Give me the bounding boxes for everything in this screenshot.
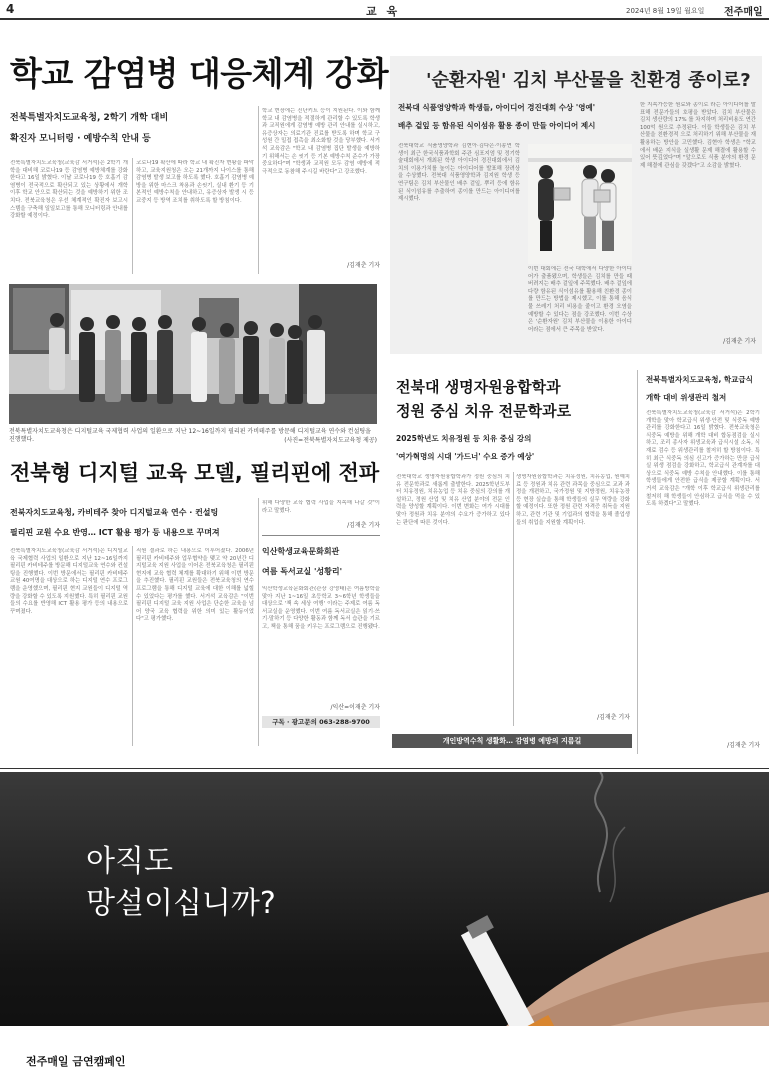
article3-col3: 위해 다양한 교육 협력 사업을 지속해 나갈 것"이라고 말했다.: [262, 500, 380, 514]
article5-subtitle-1: 2025학년도 치유정원 등 치유 중심 강의: [396, 434, 532, 443]
article5-title-2: 정원 중심 치유 전문학과로: [396, 402, 572, 420]
article2-col1: 전북대학교 식품영양학과 김현아·김다은·이송연 학생이 최근 한국식품과학회 주관 심포지엄 및 정기학술대회에서 개최된 학생 아이디어 경진대회에서 김치의 이용가치를 높이는 아이디어를 발표해 장려상을 수상했다. 전북대 식품영양학과 김지원 학생 등 연구팀은 김치 부산물인 배추 겉잎, 뿌리 등에 함유된 식이섬유를 추출하여 종이를 만드는 아이디어를 제시했다.: [398, 143, 520, 203]
group-photo-icon: [9, 284, 377, 424]
group-photo-credit: (사진=전북특별자치도교육청 제공): [284, 437, 377, 444]
paper-name: 전주매일: [724, 7, 763, 18]
campaign-label: 전주매일 금연캠페인: [26, 1055, 126, 1068]
article2-title: '순환자원' 김치 부산물을 친환경 종이로?: [426, 70, 751, 91]
column-divider: [637, 370, 638, 754]
article5-col2: 생명자원융합학과는 치유정원, 치유농업, 원예치료 등 정원과 치유 관련 과목을 중심으로 교과 과정을 개편하고, 국가정원 및 지방정원, 치유농장 등 현장 실습을 통해 학생들의 실무 역량을 강화할 예정이다. 또한 정원 관련 자격증 취득을 지원하고, 관련 기관 및 기업과의 협력을 통해 졸업생들의 취업을 지원할 계획이다.: [516, 474, 630, 526]
article1-col1: 전북특별자치도교육청(교육감 서거석)은 2학기 개학을 대비해 코로나19 등 감염병 예방체계를 강화한다고 16일 밝혔다. 이날 코로나19 등 호흡기 감염병이 전국적으로 확산되고 있는 상황에서 개학 이후 학교 안으로 확산되는 것을 예방하기 위한 조치다. 전북교육청은 우선 체계적인 확진자 보고시스템을 구축해 일일보고를 통해 모니터링과 안내를 강화할 예정이다.: [10, 160, 128, 220]
article1-col2: 코로나19 확산에 따라 학교 내 확진자 현황을 파악하고, 교육지원청은 오는 21개까지 나이스를 통해 감염병 발생 보고를 하도록 했다. 호흡기 감염병 예방을 위한 마스크 착용과 손씻기, 실내 환기 등 기본적인 예방수칙을 안내하고, 유증상자 발생 시 등교중지 등 방역 조치를 취하도록 할 방침이다.: [136, 160, 254, 204]
article4-byline: /익산=이재춘 기자: [330, 704, 380, 711]
article3-col1: 전북특별자치도교육청(교육감 서거석)은 디지털교육 국제협력 사업의 일환으로 지난 12~16일까지 필리핀 카비테주를 방문해 디지털교육 연수와 컨설팅을 진행했다. 이번 방문에서는 필리핀 카비테주 교원 40여명을 대상으로 하는 디지털 연수 프로그램을 운영했으며, 필리핀 현지 교원들이 디지털 역량을 강화할 수 있도록 지원했다. 특히 필리핀 교원들의 수요를 반영해 ICT 활용 평가 등의 내용으로 꾸며졌다.: [10, 548, 128, 615]
article3-subtitle-1: 전북자치도교육청, 카비테주 찾아 디지털교육 연수 · 컨설팅: [10, 508, 219, 517]
campaign-banner: 개인방역수칙 생활화… 감염병 예방의 지름길: [392, 734, 632, 748]
article5-byline: /김재춘 기자: [597, 714, 630, 721]
article5-col1: 전북대학교 생명자원융합학과가 정원 중심의 치유 전문학과로 새롭게 출발한다. 2025학년도부터 치유정원, 치유농업 등 치유 중심의 강의를 개설하고, 정원 산업 및 치유 산업 분야의 전문 인력을 양성할 계획이다. 이번 변화는 여가 시대를 맞아 정원과 치유 분야의 수요가 증가하고 있다는 판단에 따른 것이다.: [396, 474, 510, 526]
page-number: 4: [6, 2, 15, 16]
ad-headline-1: 아직도: [86, 844, 173, 879]
column-divider: [258, 498, 259, 746]
article5-title-1: 전북대 생명자원융합학과: [396, 378, 561, 396]
ad-divider: [0, 768, 769, 769]
ad-headline-2: 망설이십니까?: [86, 886, 276, 921]
article3-title: 전북형 디지털 교육 모델, 필리핀에 전파: [10, 461, 380, 485]
article3-byline: /김재춘 기자: [347, 522, 380, 529]
article3-col2: 직원 결과로 하는 내용으로 이루어졌다. 2006년 필리핀 카비테주와 업무협약을 맺고 약 20년간 디지털교육 지원 사업을 이어온 전북교육청은 필리핀 현지에 교육 협력 체계를 확대하기 위해 이번 방문을 추진했다. 필리핀 교원들은 전북교육청의 연수 프로그램을 통해 디지털 교육에 대한 이해를 넓힐 수 있었다는 평가를 했다. 서거석 교육감은 "이번 필리핀 디지털 교육 지원 사업은 단순한 교육을 넘어 양국 교육 협력을 위한 의미 있는 활동이었다"고 평가했다.: [136, 548, 254, 623]
column-divider: [132, 546, 133, 746]
article6-body: 전북특별자치도교육청(교육감 서거석)은 2학기 개학을 맞아 학교급식 위생·안전 및 식중독 예방관리를 강화한다고 16일 밝혔다. 전북교육청은 식중독 예방을 위해 개학 대비 합동점검을 실시하고, 조리 종사자 위생교육과 급식시설 소독, 식재료 검수 등 위생관리를 철저히 할 방침이다. 특히 최근 식중독 의심 신고가 증가하는 만큼 급식실 위생 점검을 강화하고, 학교급식 관계자를 대상으로 식중독 예방 수칙을 안내했다. 이를 통해 학생들에게 안전한 급식을 제공할 계획이다. 서거석 교육감은 "개학 이후 학교급식 위생관리를 철저히 해 학생들이 안심하고 급식을 먹을 수 있도록 하겠다"고 말했다.: [646, 410, 760, 508]
article2-byline: /김재춘 기자: [723, 338, 756, 345]
article4-subtitle: 여름 독서교실 '성황리': [262, 567, 343, 576]
article2-col3: 한 지속가능한 원료와 종이로 라는 아이디어를 발표해 전문가들의 호평을 받았다. 김치 부산물은 김치 생산량의 17% 를 차지하며 처리비용도 연간 100억 원으로 추정된다. 이들 학생들은 김치 부산물을 친환경적 으로 처리하기 위해 부산물을 재활용하는 방안을 고민했다. 김현아 학생은 "학교에서 배운 지식을 실생활 문제 해결에 활용할 수 있어 뜻깊었다"며 "앞으로도 식품 분야의 환경 문제 해결에 관심을 갖겠다"고 소감을 밝혔다.: [640, 102, 756, 169]
column-divider: [132, 158, 133, 274]
issue-date: 2024년 8월 19일 월요일: [626, 7, 705, 15]
article6-title-1: 전북특별자치도교육청, 학교급식: [646, 375, 753, 384]
anti-smoking-ad: [0, 772, 769, 1090]
article6-title-2: 개학 대비 위생관리 철저: [646, 393, 727, 402]
subscription-contact: 구독 · 광고문의 063-288-9700: [262, 716, 380, 728]
article5-subtitle-2: '여가혁명의 시대 '가드너' 수요 증가 예상': [396, 452, 535, 461]
article1-byline: /김재춘 기자: [347, 262, 380, 269]
section-divider: [262, 535, 380, 536]
article2-subtitle-1: 전북대 식품영양학과 학생들, 아이디어 경진대회 수상 '영예': [398, 103, 595, 112]
article1-subtitle-2: 확진자 모니터링 · 예방수칙 안내 등: [10, 134, 151, 144]
article3-subtitle-2: 필리핀 교원 수요 반영… ICT 활용 평가 등 내용으로 꾸며져: [10, 528, 220, 537]
article6-byline: /김재춘 기자: [727, 742, 760, 749]
group-photo-caption: 전북특별자치도교육청은 디지털교육 국제협력 사업의 일환으로 지난 12~16일까지 필리핀 카비테주를 방문해 디지털교육 연수와 컨설팅을 진행했다.: [9, 428, 371, 443]
article2-subtitle-2: 배추 겉잎 등 함유된 식이섬유 활용 종이 만들 아이디어 제시: [398, 121, 596, 130]
section-name: 교 육: [366, 5, 401, 18]
group-photo: [9, 284, 377, 424]
students-photo-icon: [528, 144, 632, 264]
column-divider: [258, 106, 259, 274]
ad-footer: [0, 1026, 769, 1090]
column-divider: [513, 472, 514, 726]
article4-body: 익산학생교육문화회관(관장 강영태)은 여름방학을 맞아 지난 1~16일 초등학교 3~6학년 학생들을 대상으로 '책 속 세상 여행' 이라는 주제로 여름 독서교실을 운영했다. 이번 여름 독서교실은 읽기·쓰기·말하기 등 다양한 활동과 함께 독서 습관을 기르고, 책을 통해 꿈을 키우는 프로그램으로 진행됐다.: [262, 586, 380, 630]
article1-title: 학교 감염병 대응체계 강화: [10, 54, 389, 93]
page-header: [0, 0, 769, 20]
article4-title: 익산학생교육문화회관: [262, 547, 340, 556]
article2-col2: 이번 대회에는 전국 대학에서 다양한 아이디어가 출품됐으며, 학생들은 김치를 만들 때 버려지는 배추 겉잎에 주목했다. 배추 겉잎에 다량 함유된 식이섬유를 활용해 친환경 종이를 만드는 방법을 제시했고, 이를 통해 음식물 쓰레기 처리 비용을 줄이고 환경 오염을 예방할 수 있다는 점을 강조했다. 이번 수상은 '순환자원' 김치 부산물을 이용한 아이디어라는 점에서 큰 주목을 받았다.: [528, 266, 632, 333]
article2-photo: [528, 144, 632, 264]
article1-col3: 학교 현장에는 진단키트 등이 지원된다. 이와 함께 학교 내 감염병을 적절하게 관리할 수 있도록 학생과 교직원에게 감염병 예방 관리 안내를 실시하고, 유증상자는 의료기관 진료를 받도록 하며 학교 구성원 간 밀접 접촉을 최소화할 것을 당부했다. 서거석 교육감은 "학교 내 감염병 집단 발생을 예방하기 위해서는 손 씻기 등 기본 예방수칙 준수가 가장 중요하다"며 "학생과 교직원 모두 감염 예방에 적극적으로 동참해 주시길 바란다"고 강조했다.: [262, 108, 380, 175]
article1-subtitle-1: 전북특별자치도교육청, 2학기 개학 대비: [10, 113, 169, 123]
